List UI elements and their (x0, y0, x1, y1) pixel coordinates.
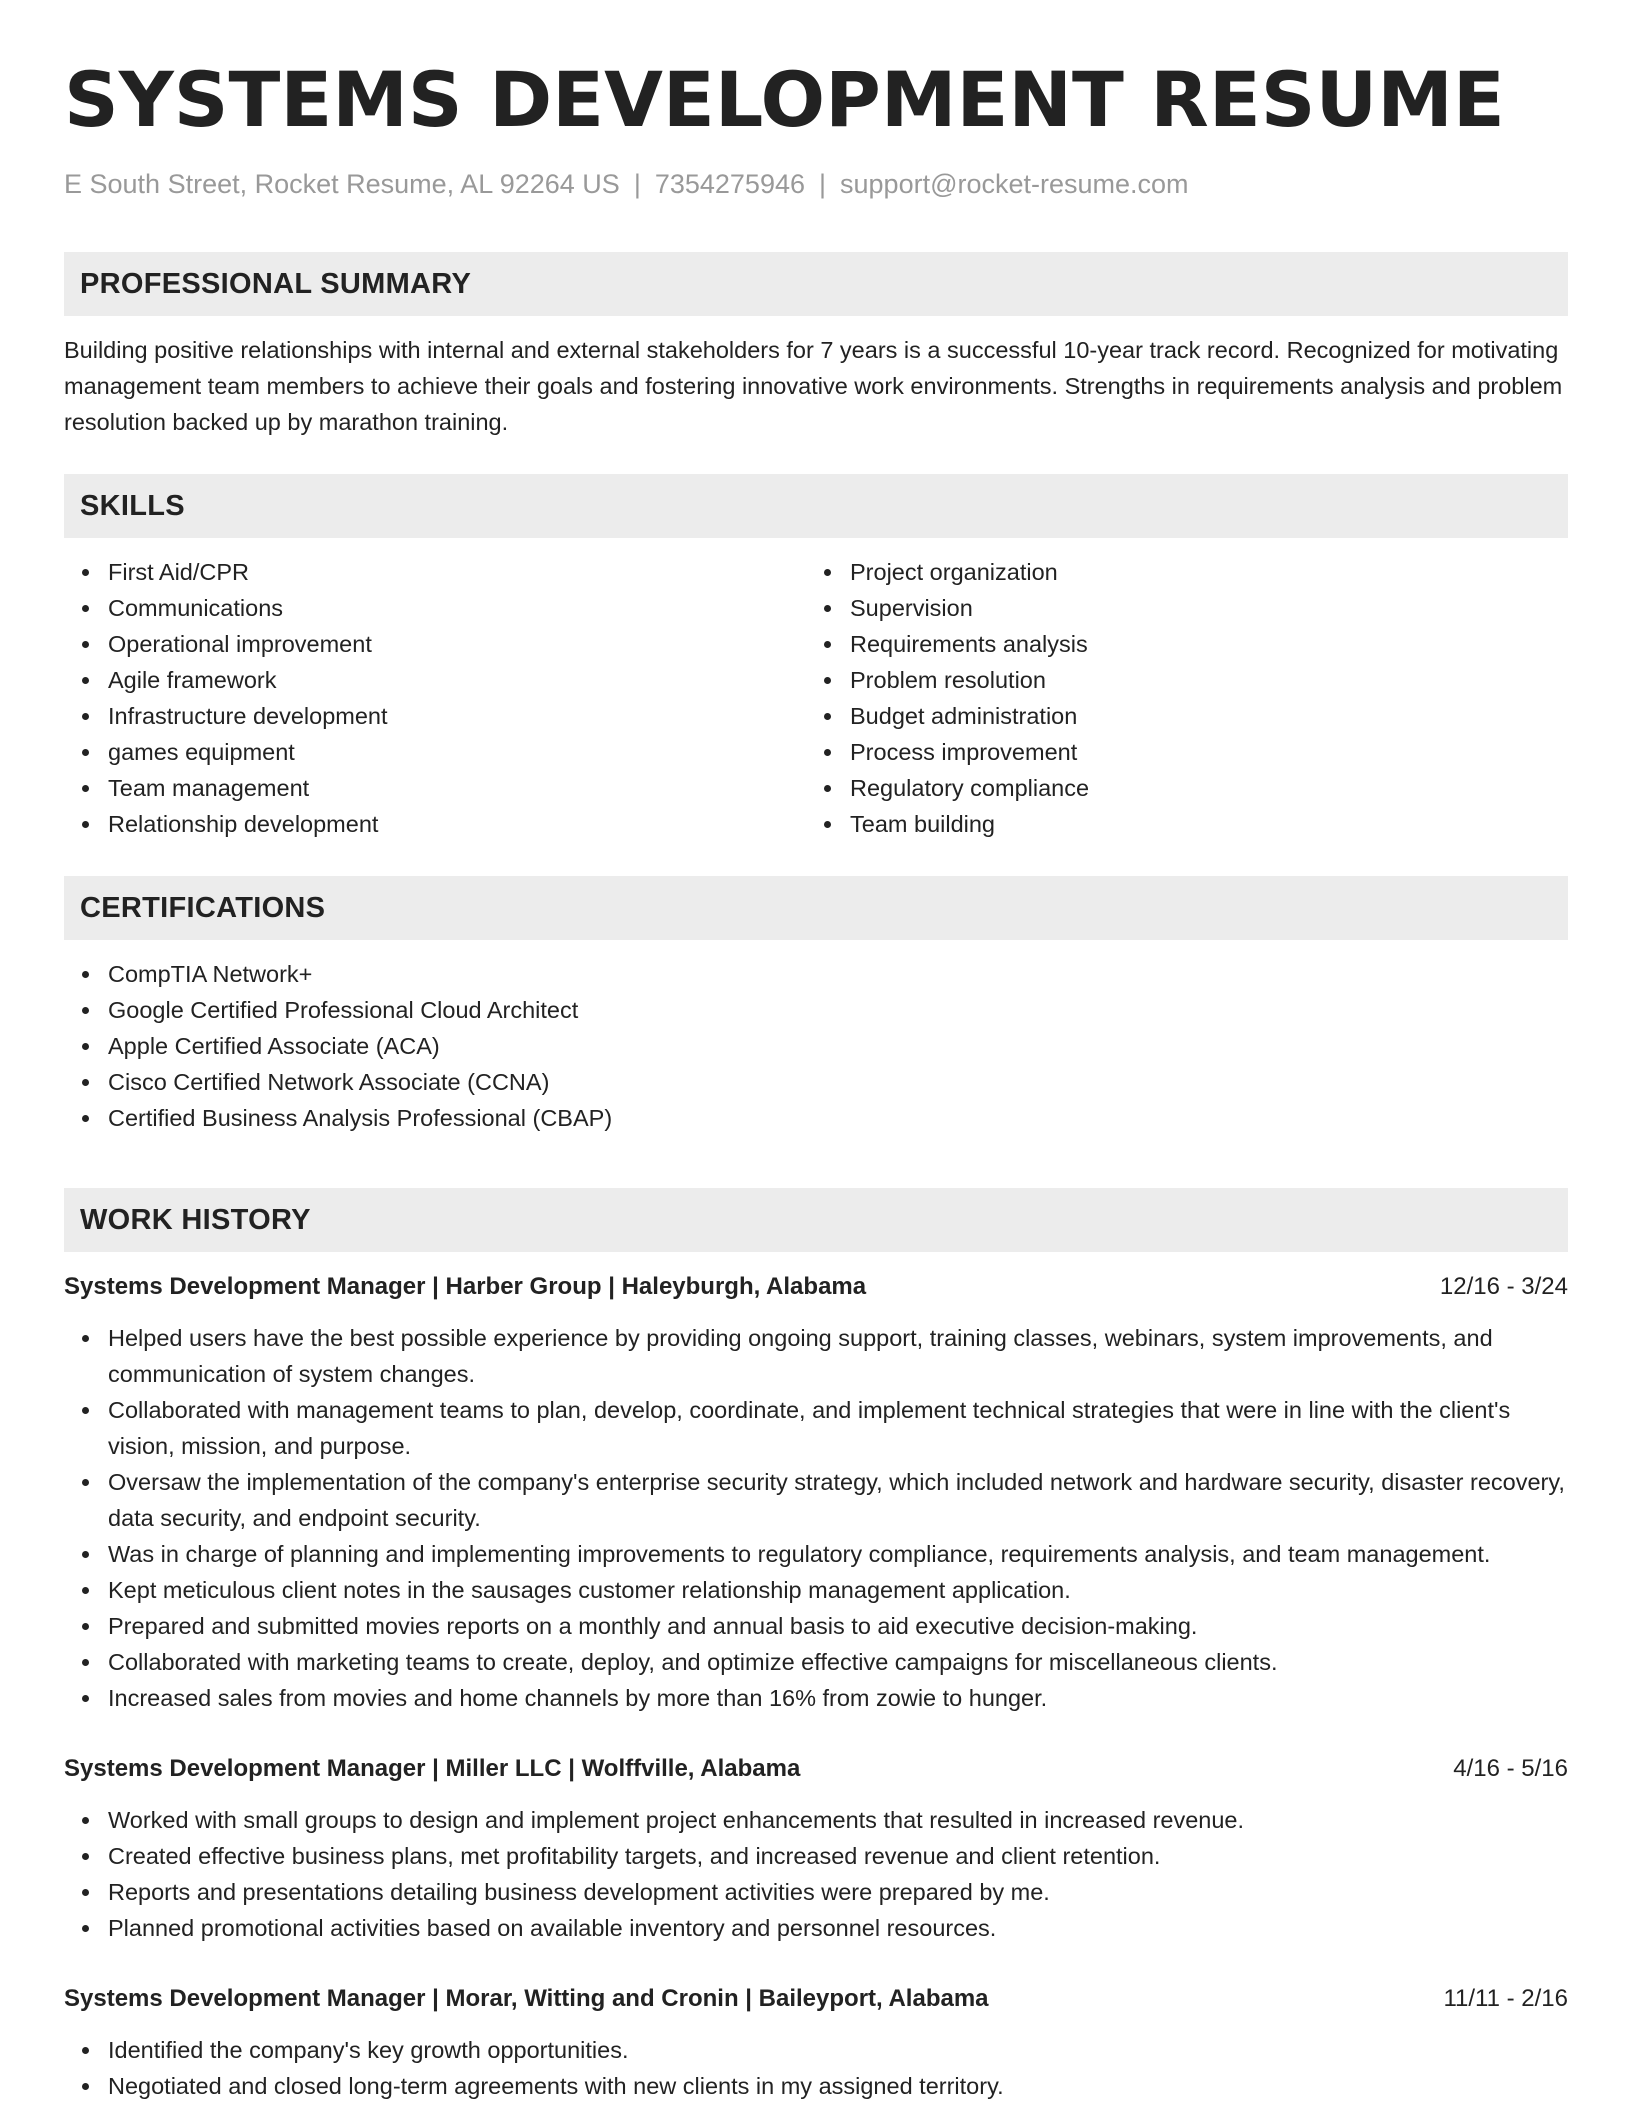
certifications-section (64, 876, 1568, 1136)
work-history-heading: WORK HISTORY (64, 1188, 1568, 1252)
job-bullet: Collaborated with management teams to plan, develop, coordinate, and implement technical strategies that were in line with the client's vision, mission, and purpose. (108, 1392, 1568, 1464)
certification-item: CompTIA Network+ (108, 956, 1568, 992)
skill-item: Infrastructure development (108, 698, 806, 734)
job-title: Systems Development Manager | Harber Group | Haleyburgh, Alabama (64, 1273, 867, 1300)
job-bullet: Kept meticulous client notes in the sausages customer relationship management application. (108, 1572, 1568, 1608)
job-dates: 4/16 - 5/16 (1453, 1755, 1568, 1782)
job-header (64, 1750, 1568, 1788)
job-bullet: Was in charge of planning and implementing improvements to regulatory compliance, requirements analysis, and team management. (108, 1536, 1568, 1572)
contact-separator: | (633, 169, 641, 199)
skill-item: Project organization (850, 554, 1548, 590)
skill-item: Problem resolution (850, 662, 1548, 698)
skill-item: Regulatory compliance (850, 770, 1548, 806)
skill-item: Operational improvement (108, 626, 806, 662)
skill-item: Supervision (850, 590, 1548, 626)
job-title: Systems Development Manager | Morar, Witting and Cronin | Baileyport, Alabama (64, 1985, 989, 2012)
job-bullet: Collaborated with marketing teams to create, deploy, and optimize effective campaigns for miscellaneous clients. (108, 1644, 1568, 1680)
contact-email: support@rocket-resume.com (840, 169, 1189, 199)
job-bullets (64, 2032, 1568, 2104)
skill-item: games equipment (108, 734, 806, 770)
work-history-section (64, 1188, 1568, 2104)
skill-item: Communications (108, 590, 806, 626)
skill-item: Agile framework (108, 662, 806, 698)
contact-phone: 7354275946 (654, 169, 805, 199)
job-bullet: Oversaw the implementation of the company's enterprise security strategy, which included network and hardware security, disaster recovery, data security, and endpoint security. (108, 1464, 1568, 1536)
job-entry (64, 1980, 1568, 2104)
job-bullet: Planned promotional activities based on available inventory and personnel resources. (108, 1910, 1568, 1946)
resume-page (64, 50, 1568, 2104)
job-bullet: Prepared and submitted movies reports on a monthly and annual basis to aid executive decision-making. (108, 1608, 1568, 1644)
certifications-heading: CERTIFICATIONS (64, 876, 1568, 940)
job-bullet: Worked with small groups to design and implement project enhancements that resulted in increased revenue. (108, 1802, 1568, 1838)
job-entry (64, 1750, 1568, 1946)
job-bullet: Increased sales from movies and home channels by more than 16% from zowie to hunger. (108, 1680, 1568, 1716)
skills-heading: SKILLS (64, 474, 1568, 538)
contact-line (64, 168, 1568, 200)
job-bullet: Negotiated and closed long-term agreements with new clients in my assigned territory. (108, 2068, 1568, 2104)
job-title: Systems Development Manager | Miller LLC | Wolffville, Alabama (64, 1755, 801, 1782)
skill-item: Budget administration (850, 698, 1548, 734)
contact-address: E South Street, Rocket Resume, AL 92264 US (64, 169, 620, 199)
job-dates: 12/16 - 3/24 (1439, 1273, 1568, 1300)
skills-list-right (806, 554, 1548, 842)
certifications-list (64, 956, 1568, 1136)
certification-item: Cisco Certified Network Associate (CCNA) (108, 1064, 1568, 1100)
job-bullet: Identified the company's key growth opportunities. (108, 2032, 1568, 2068)
job-bullets (64, 1320, 1568, 1716)
contact-separator: | (819, 169, 827, 199)
job-bullet: Created effective business plans, met profitability targets, and increased revenue and client retention. (108, 1838, 1568, 1874)
job-header (64, 1980, 1568, 2018)
skill-item: Team management (108, 770, 806, 806)
skills-grid (64, 538, 1568, 842)
summary-text: Building positive relationships with internal and external stakeholders for 7 years is a successful 10-year track record. Recognized for motivating management team members to achieve their goals and fostering innovative work environments. Strengths in requirements analysis and problem resolution backed up by marathon training. (64, 337, 1563, 435)
job-bullet: Reports and presentations detailing business development activities were prepared by me. (108, 1874, 1568, 1910)
certification-item: Google Certified Professional Cloud Architect (108, 992, 1568, 1028)
skills-list-left (64, 554, 806, 842)
skills-section (64, 474, 1568, 842)
job-dates: 11/11 - 2/16 (1443, 1985, 1568, 2012)
skill-item: Requirements analysis (850, 626, 1548, 662)
summary-heading: PROFESSIONAL SUMMARY (64, 252, 1568, 316)
resume-title: SYSTEMS DEVELOPMENT RESUME (64, 55, 1505, 144)
job-bullet: Helped users have the best possible experience by providing ongoing support, training classes, webinars, system improvements, and communication of system changes. (108, 1320, 1568, 1392)
skill-item: Process improvement (850, 734, 1548, 770)
skill-item: Relationship development (108, 806, 806, 842)
job-header (64, 1268, 1568, 1306)
job-bullets (64, 1802, 1568, 1946)
skill-item: Team building (850, 806, 1548, 842)
skill-item: First Aid/CPR (108, 554, 806, 590)
certification-item: Certified Business Analysis Professional (CBAP) (108, 1100, 1568, 1136)
certification-item: Apple Certified Associate (ACA) (108, 1028, 1568, 1064)
summary-section (64, 252, 1568, 440)
job-entry (64, 1268, 1568, 1716)
